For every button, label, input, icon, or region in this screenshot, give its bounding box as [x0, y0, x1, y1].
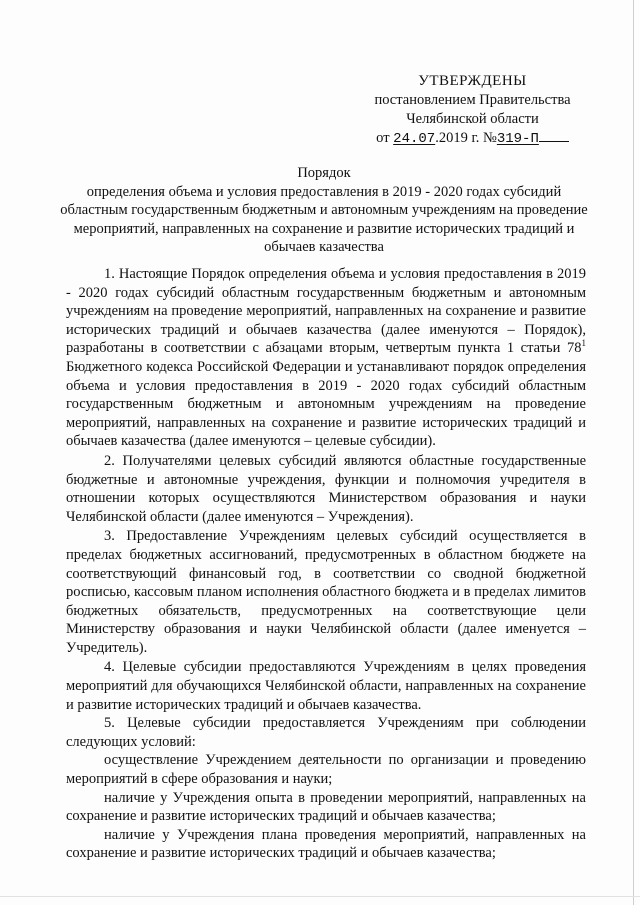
document-heading	[60, 164, 588, 257]
condition-item-3: наличие у Учреждения плана проведения мероприятий, направленных на сохранение и развитие исторических традиций и обычаев казачества;	[66, 826, 586, 862]
paragraph-1	[66, 265, 586, 451]
scan-edge-right	[633, 0, 634, 905]
scan-edge-bottom	[0, 896, 640, 897]
paragraph-1-text: 1. Настоящие Порядок определения объема и условия предоставления в 2019 - 2020 годах субсидий областным государственным бюджетным и автономным учреждениям на проведение мероприятий, направленных на сохранение и развитие исторических традиций и обычаев казачества (далее именуются – Порядок), разработаны в соответствии с абзацами вторым, четвертым пункта 1 статьи 78	[66, 266, 586, 357]
approval-number: 319-П	[496, 131, 539, 147]
heading-subtitle: определения объема и условия предоставления в 2019 - 2020 годах субсидий областным государственным бюджетным и автономным учреждениям на проведение мероприятий, направленных на сохранение и развитие исторических традиций и обычаев казачества	[60, 183, 588, 255]
paragraph-1-text-end: Бюджетного кодекса Российской Федерации и устанавливают порядок определения объема и условия предоставления в 2019 - 2020 годах субсидий областным государственным бюджетным и автономным учреждениям на проведение мероприятий, направленных на сохранение и развитие исторических традиций и обычаев казачества (далее именуются – целевые субсидии).	[66, 358, 586, 450]
approval-title: УТВЕРЖДЕНЫ	[418, 73, 527, 89]
paragraph-5: 5. Целевые субсидии предоставляется Учреждениям при соблюдении следующих условий:	[66, 715, 586, 750]
approval-date-line	[355, 129, 590, 149]
paragraph-3: 3. Предоставление Учреждениям целевых субсидий осуществляется в пределах бюджетных ассигнований, предусмотренных в областном бюджете на соответствующий финансовый год, в соответствии со сводной бюджетной росписью, кассовым планом исполнения областного бюджета и в пределах лимитов бюджетных обязательств, предусмотренных на соответствующие цели Министерству образования и науки Челябинской области (далее именуется – Учредитель).	[66, 528, 586, 656]
document-body	[66, 265, 586, 863]
approval-line-2: Челябинской области	[406, 111, 539, 127]
approval-block	[355, 72, 590, 149]
condition-item-2: наличие у Учреждения опыта в проведении мероприятий, направленных на сохранение и развитие исторических традиций и обычаев казачества;	[66, 789, 586, 825]
date-prefix: от	[376, 130, 390, 146]
paragraph-2: 2. Получателями целевых субсидий являются областные государственные бюджетные и автономные учреждения, функции и полномочия учредителя в отношении которых осуществляются Министерством образования и науки Челябинской области (далее именуются – Учреждения).	[66, 452, 586, 525]
number-underline	[539, 130, 569, 142]
heading-title: Порядок	[297, 165, 351, 181]
article-superscript: 1	[581, 338, 586, 349]
approval-year: .2019 г. №	[435, 130, 497, 146]
condition-item-1: осуществление Учреждением деятельности по организации и проведению мероприятий в сфере образования и науки;	[66, 752, 586, 788]
approval-line-1: постановлением Правительства	[374, 92, 571, 108]
approval-date: 24.07	[393, 131, 436, 147]
paragraph-4: 4. Целевые субсидии предоставляются Учреждениям в целях проведения мероприятий для обучающихся Челябинской области, направленных на сохранение и развитие исторических традиций и обычаев казачества.	[66, 659, 586, 713]
